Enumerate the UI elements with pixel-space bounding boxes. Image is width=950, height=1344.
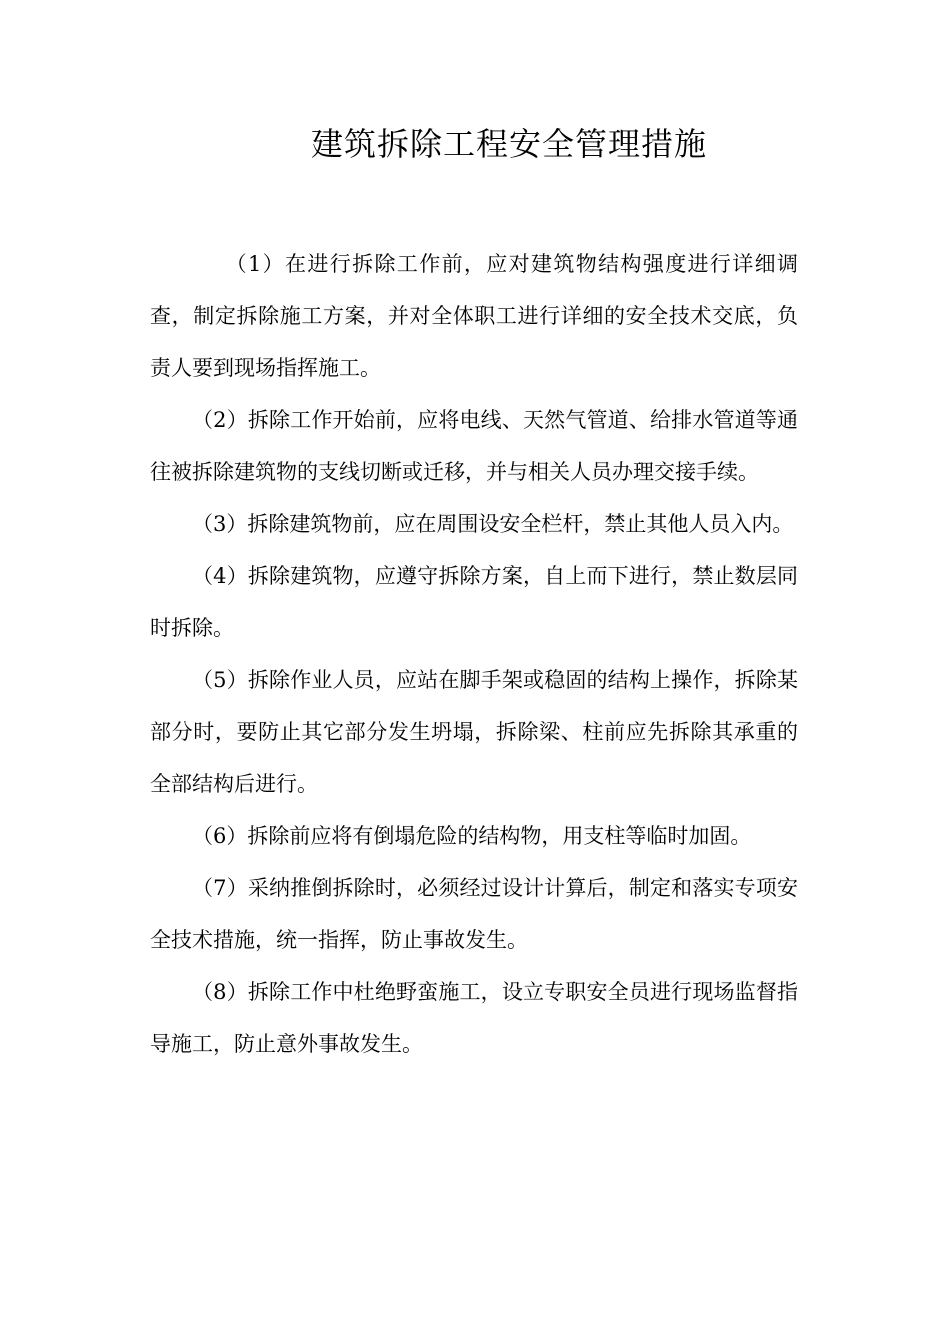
document-body — [150, 238, 798, 1070]
paragraph-7: （7）采纳推倒拆除时，必须经过设计计算后，制定和落实专项安全技术措施，统一指挥，防止事故发生。 — [150, 876, 798, 952]
paragraph-6: （6）拆除前应将有倒塌危险的结构物，用支柱等临时加固。 — [192, 824, 752, 848]
paragraph-1: （1）在进行拆除工作前，应对建筑物结构强度进行详细调查，制定拆除施工方案，并对全体职工进行详细的安全技术交底，负责人要到现场指挥施工。 — [150, 252, 798, 380]
paragraph-2: （2）拆除工作开始前，应将电线、天然气管道、给排水管道等通往被拆除建筑物的支线切断或迁移，并与相关人员办理交接手续。 — [150, 408, 798, 484]
paragraph-4: （4）拆除建筑物，应遵守拆除方案，自上而下进行，禁止数层同时拆除。 — [150, 564, 798, 640]
paragraph-8: （8）拆除工作中杜绝野蛮施工，设立专职安全员进行现场监督指导施工，防止意外事故发生。 — [150, 980, 798, 1056]
document-title: 建筑拆除工程安全管理措施 — [310, 125, 707, 163]
paragraph-3: （3）拆除建筑物前，应在周围设安全栏杆，禁止其他人员入内。 — [192, 512, 794, 536]
paragraph-5: （5）拆除作业人员，应站在脚手架或稳固的结构上操作，拆除某部分时，要防止其它部分发生坍塌，拆除梁、柱前应先拆除其承重的全部结构后进行。 — [150, 668, 798, 796]
